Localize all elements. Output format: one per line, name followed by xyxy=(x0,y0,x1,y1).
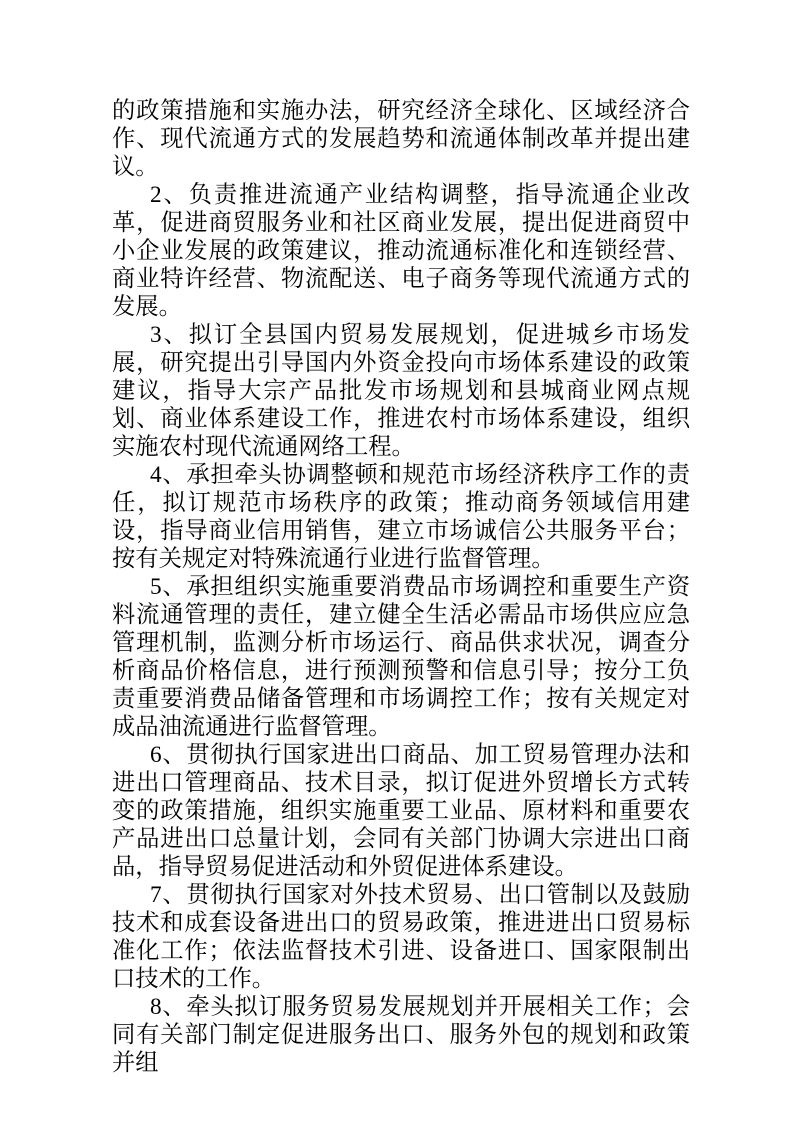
paragraph: 2、负责推进流通产业结构调整，指导流通企业改革，促进商贸服务业和社区商业发展，提出促进商贸中小企业发展的政策建议，推动流通标准化和连锁经营、商业特许经营、物流配送、电子商务等现代流通方式的发展。 xyxy=(112,182,690,320)
paragraph: 4、承担牵头协调整顿和规范市场经济秩序工作的责任，拟订规范市场秩序的政策；推动商务领域信用建设，指导商业信用销售，建立市场诚信公共服务平台；按有关规定对特殊流通行业进行监督管理。 xyxy=(112,462,690,572)
paragraph: 的政策措施和实施办法，研究经济全球化、区域经济合作、现代流通方式的发展趋势和流通体制改革并提出建议。 xyxy=(112,98,690,180)
paragraph: 8、牵头拟订服务贸易发展规划并开展相关工作；会同有关部门制定促进服务出口、服务外包的规划和政策并组 xyxy=(112,994,690,1076)
document-body xyxy=(112,97,690,1077)
paragraph: 7、贯彻执行国家对外技术贸易、出口管制以及鼓励技术和成套设备进出口的贸易政策，推进进出口贸易标准化工作；依法监督技术引进、设备进口、国家限制出口技术的工作。 xyxy=(112,882,690,992)
paragraph: 3、拟订全县国内贸易发展规划，促进城乡市场发展，研究提出引导国内外资金投向市场体系建设的政策建议，指导大宗产品批发市场规划和县城商业网点规划、商业体系建设工作，推进农村市场体系建设，组织实施农村现代流通网络工程。 xyxy=(112,322,690,460)
paragraph: 5、承担组织实施重要消费品市场调控和重要生产资料流通管理的责任，建立健全生活必需品市场供应应急管理机制，监测分析市场运行、商品供求状况，调查分析商品价格信息，进行预测预警和信息引导；按分工负责重要消费品储备管理和市场调控工作；按有关规定对成品油流通进行监督管理。 xyxy=(112,574,690,740)
paragraph: 6、贯彻执行国家进出口商品、加工贸易管理办法和进出口管理商品、技术目录，拟订促进外贸增长方式转变的政策措施，组织实施重要工业品、原材料和重要农产品进出口总量计划，会同有关部门协调大宗进出口商品，指导贸易促进活动和外贸促进体系建设。 xyxy=(112,742,690,880)
